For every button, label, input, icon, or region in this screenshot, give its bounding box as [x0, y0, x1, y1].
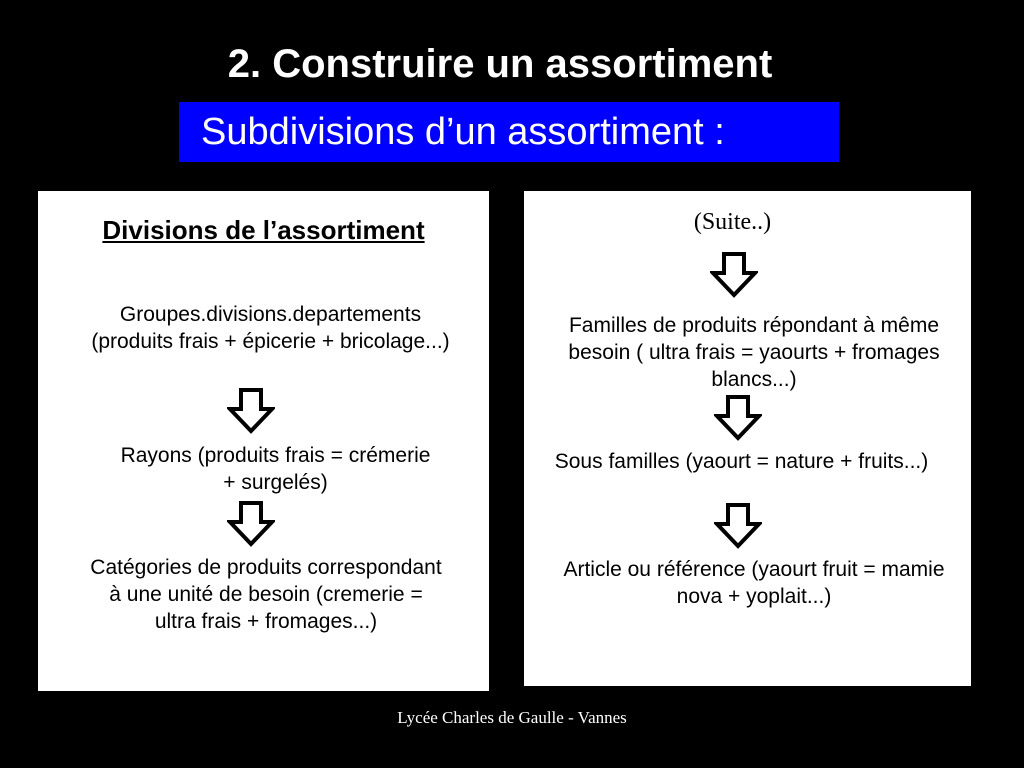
down-arrow-icon: [714, 502, 762, 550]
right-item-article: Article ou référence (yaourt fruit = mamie nova + yoplait...): [563, 558, 945, 608]
right-item-sous-familles: Sous familles (yaourt = nature + fruits...): [554, 450, 929, 473]
slide-footer: Lycée Charles de Gaulle - Vannes: [397, 708, 627, 727]
right-panel-heading: (Suite..): [693, 209, 772, 235]
left-panel: [38, 191, 489, 691]
left-item-groupes: Groupes.divisions.departements (produits frais + épicerie + bricolage...): [91, 303, 450, 353]
down-arrow-icon: [227, 500, 275, 548]
down-arrow-icon: [714, 394, 762, 442]
right-panel: [524, 191, 971, 686]
slide-title: 2. Construire un assortiment: [227, 42, 773, 86]
down-arrow-icon: [710, 251, 758, 299]
left-panel-heading: Divisions de l’assortiment: [102, 215, 425, 245]
slide-subtitle: Subdivisions d’un assortiment :: [179, 102, 839, 162]
down-arrow-icon: [227, 387, 275, 435]
left-item-categories: Catégories de produits correspondant à une unité de besoin (cremerie = ultra frais + fromages...): [90, 556, 442, 633]
right-item-familles: Familles de produits répondant à même besoin ( ultra frais = yaourts + fromages blancs...): [568, 314, 940, 391]
left-item-rayons: Rayons (produits frais = crémerie + surgelés): [120, 444, 431, 494]
